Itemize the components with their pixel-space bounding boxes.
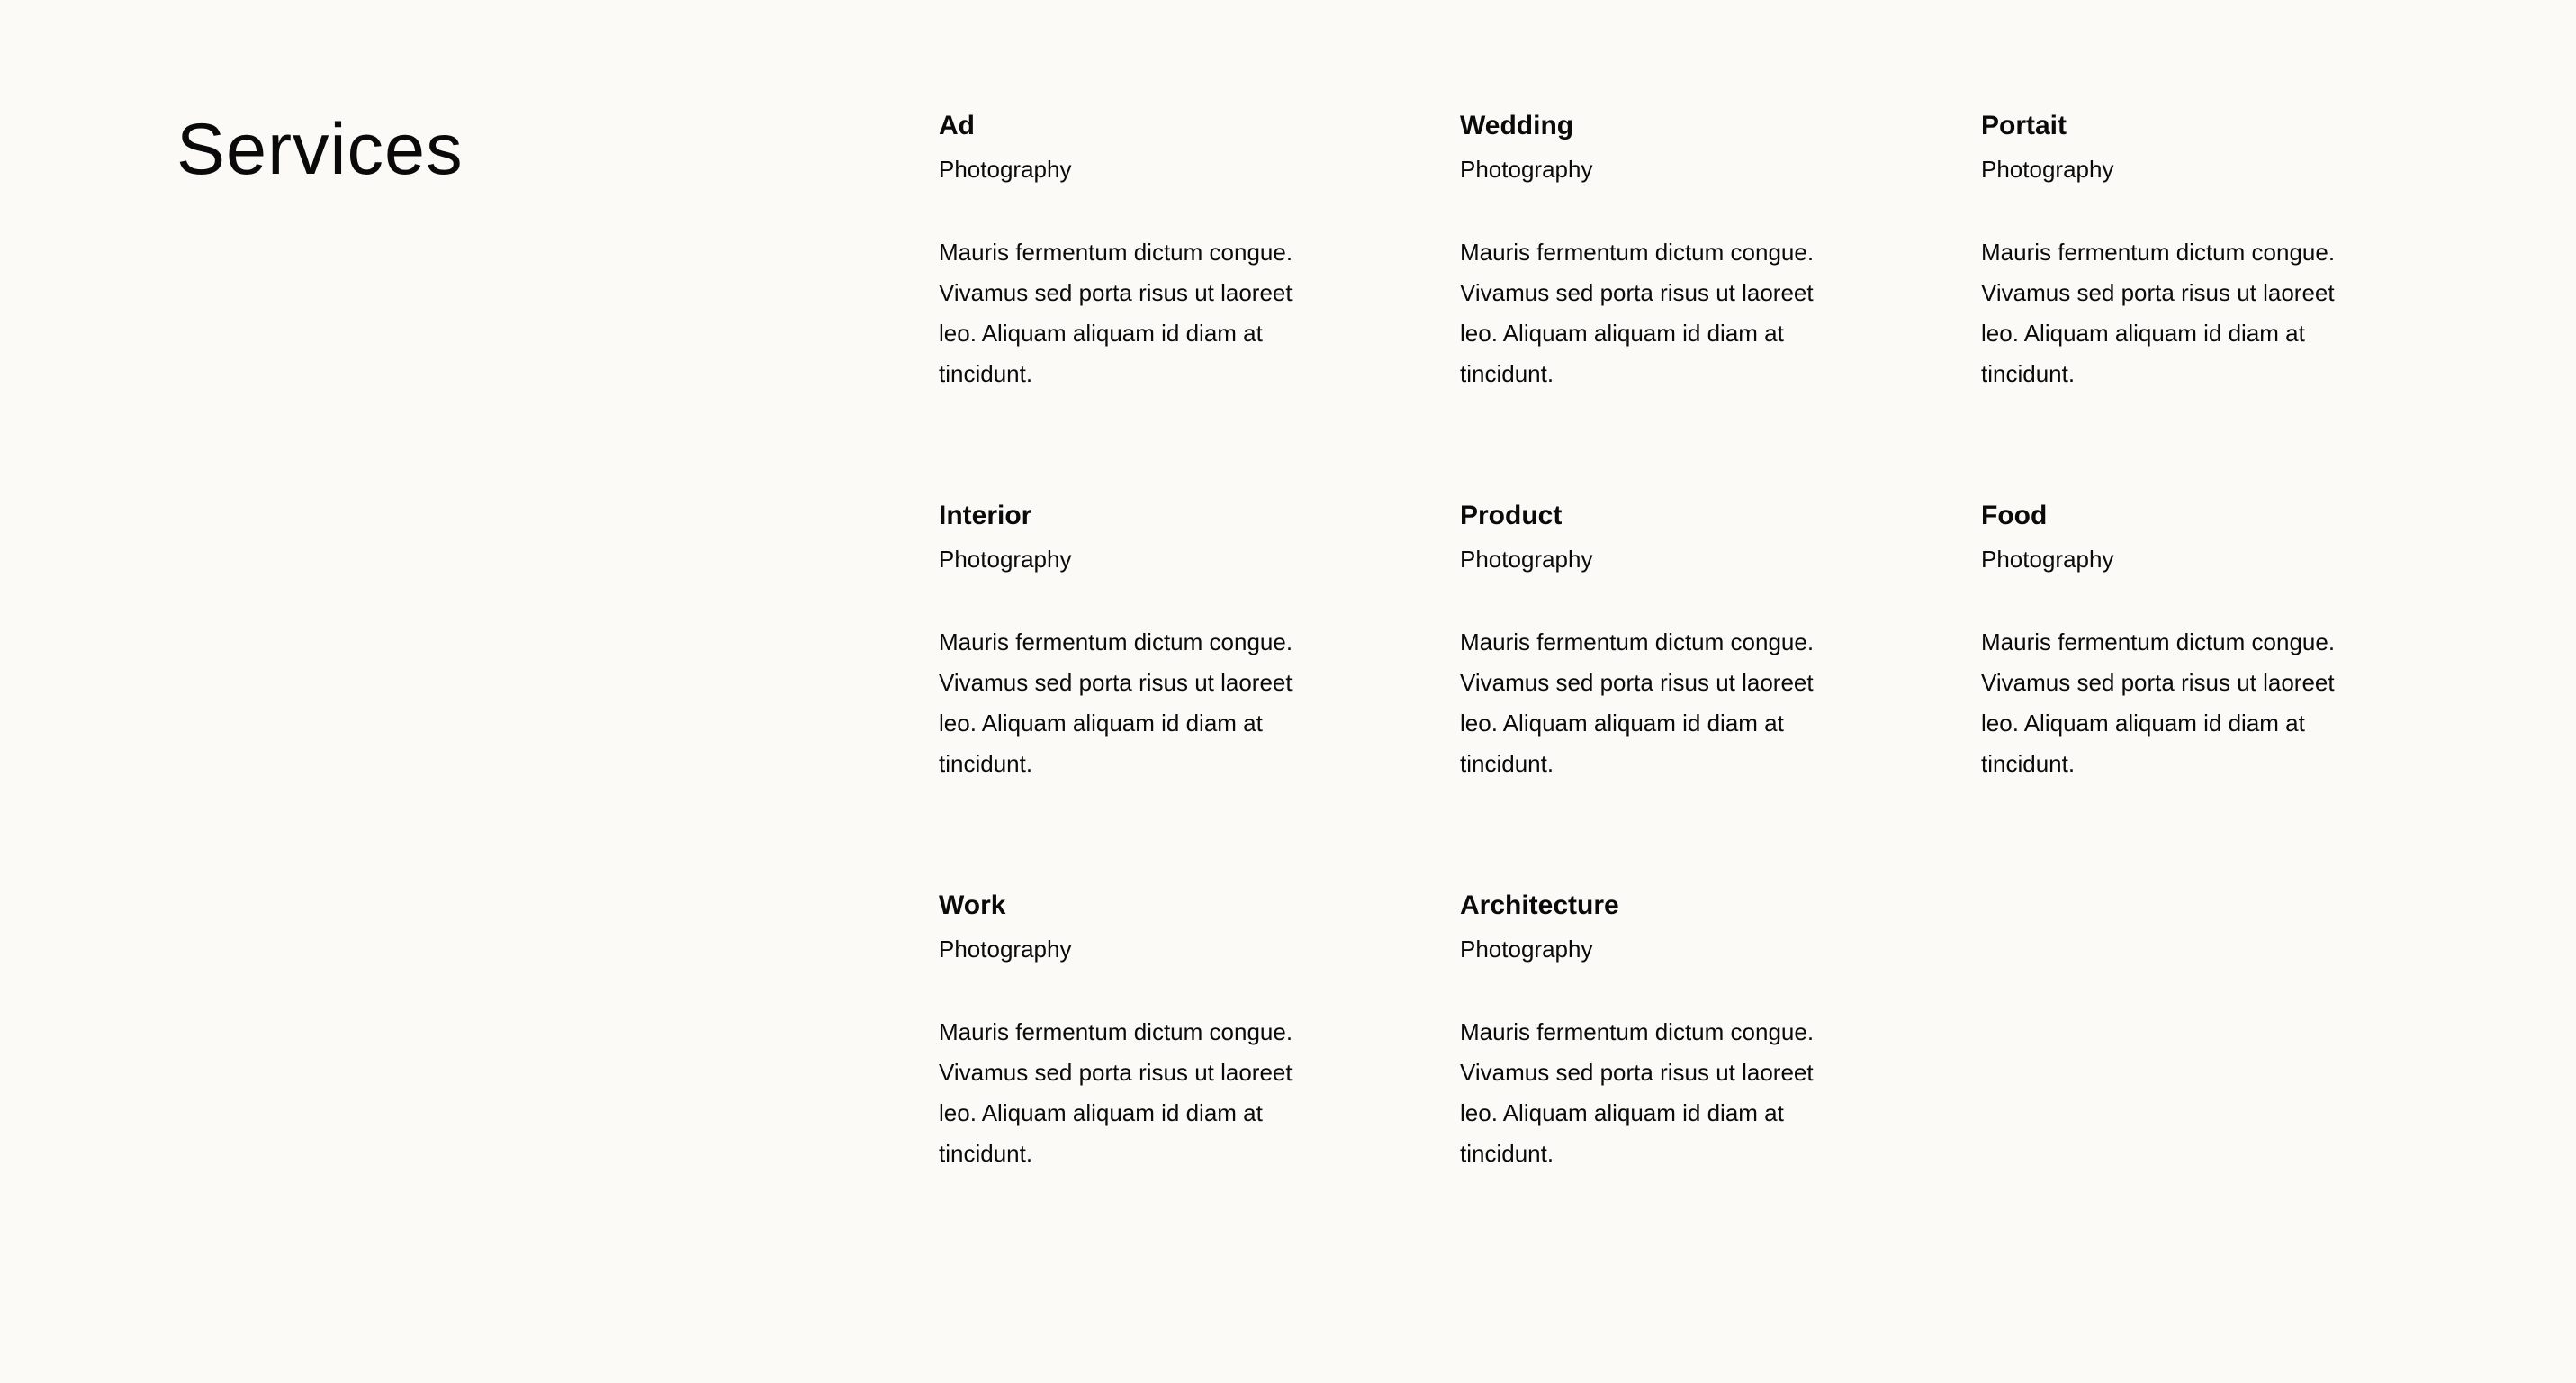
service-category: Photography [939,156,1072,183]
service-category: Photography [1981,156,2114,183]
service-name: Portait [1981,111,2067,140]
service-category: Photography [939,936,1072,963]
services-grid [939,110,2502,1279]
service-card-portait [1981,110,2377,500]
service-description: Mauris fermentum dictum congue. Vivamus sed porta risus ut laoreet leo. Aliquam aliquam id diam at tincidunt. [939,1018,1293,1167]
service-category: Photography [1460,156,1593,183]
service-name: Ad [939,111,975,140]
service-category: Photography [1981,546,2114,573]
service-name: Work [939,890,1006,920]
service-category: Photography [1460,936,1593,963]
service-card-architecture [1460,890,1856,1279]
service-description: Mauris fermentum dictum congue. Vivamus sed porta risus ut laoreet leo. Aliquam aliquam id diam at tincidunt. [1460,1018,1815,1167]
service-description: Mauris fermentum dictum congue. Vivamus sed porta risus ut laoreet leo. Aliquam aliquam id diam at tincidunt. [1460,239,1815,387]
service-description: Mauris fermentum dictum congue. Vivamus sed porta risus ut laoreet leo. Aliquam aliquam id diam at tincidunt. [939,628,1293,777]
service-name: Food [1981,501,2048,530]
service-card-product [1460,500,1856,890]
service-name: Product [1460,501,1563,530]
service-card-work [939,890,1335,1279]
service-description: Mauris fermentum dictum congue. Vivamus sed porta risus ut laoreet leo. Aliquam aliquam id diam at tincidunt. [1460,628,1815,777]
service-name: Interior [939,501,1032,530]
service-description: Mauris fermentum dictum congue. Vivamus sed porta risus ut laoreet leo. Aliquam aliquam id diam at tincidunt. [1981,628,2336,777]
service-card-wedding [1460,110,1856,500]
service-card-interior [939,500,1335,890]
service-description: Mauris fermentum dictum congue. Vivamus sed porta risus ut laoreet leo. Aliquam aliquam id diam at tincidunt. [939,239,1293,387]
service-name: Wedding [1460,111,1574,140]
service-category: Photography [1460,546,1593,573]
service-name: Architecture [1460,890,1619,920]
service-category: Photography [939,546,1072,573]
service-card-food [1981,500,2377,890]
service-description: Mauris fermentum dictum congue. Vivamus sed porta risus ut laoreet leo. Aliquam aliquam id diam at tincidunt. [1981,239,2336,387]
service-card-ad [939,110,1335,500]
page-title: Services [176,109,464,190]
